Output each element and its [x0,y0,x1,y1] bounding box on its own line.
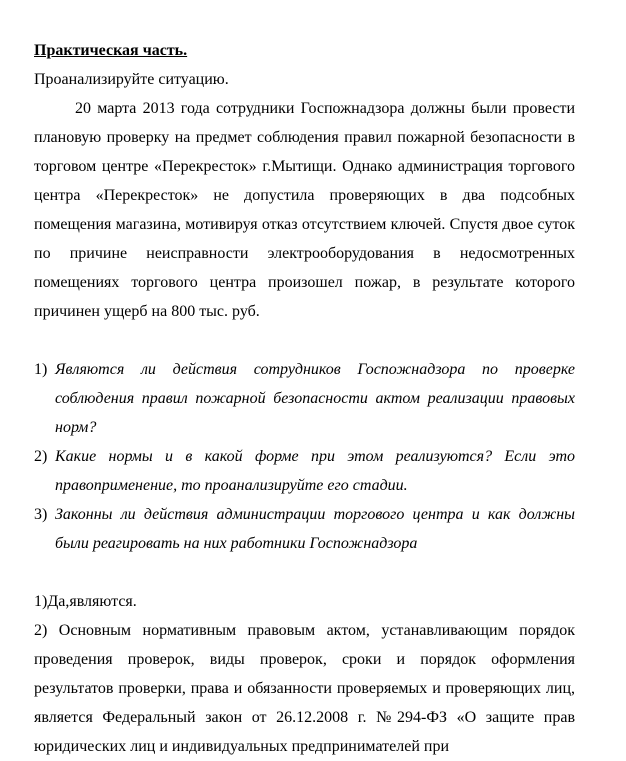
question-text: Законны ли действия администрации торгового центра и как должны были реагировать на них работники Госпожнадзора [55,506,575,552]
question-number: 1) [34,361,48,378]
intro-text: Проанализируйте ситуацию. [34,71,229,88]
question-text: Являются ли действия сотрудников Госпожнадзора по проверке соблюдения правил пожарной безопасности актом реализации правовых норм? [55,361,575,436]
blank-line [34,558,575,587]
section-heading: Практическая часть. [34,42,188,59]
document-page [34,36,575,761]
question-number: 2) [34,448,48,465]
blank-line [34,326,575,355]
question-item [34,355,575,442]
question-list [34,355,575,558]
case-paragraph: 20 марта 2013 года сотрудники Госпожнадзора должны были провести плановую проверку на предмет соблюдения правил пожарной безопасности в торговом центре «Перекресток» г.Мытищи. Однако администрация торгового центра «Перекресток» не допустила проверяющих в два подсобных помещения магазина, мотивируя отказ отсутствием ключей. Спустя двое суток по причине неисправности электрооборудования в недосмотренных помещениях торгового центра произошел пожар, в результате которого причинен ущерб на 800 тыс. руб. [34,100,575,320]
answer-2: 2) Основным нормативным правовым актом, устанавливающим порядок проведения проверок, виды проверок, сроки и порядок оформления результатов проверки, права и обязанности проверяемых и проверяющих лиц, является Федеральный закон от 26.12.2008 г. №294-ФЗ «О защите прав юридических лиц и индивидуальных предпринимателей при [34,622,575,755]
question-item [34,500,575,558]
question-number: 3) [34,506,48,523]
answer-1: 1)Да,являются. [34,593,137,610]
question-item [34,442,575,500]
question-text: Какие нормы и в какой форме при этом реализуются? Если это правоприменение, то проанализируйте его стадии. [55,448,575,494]
